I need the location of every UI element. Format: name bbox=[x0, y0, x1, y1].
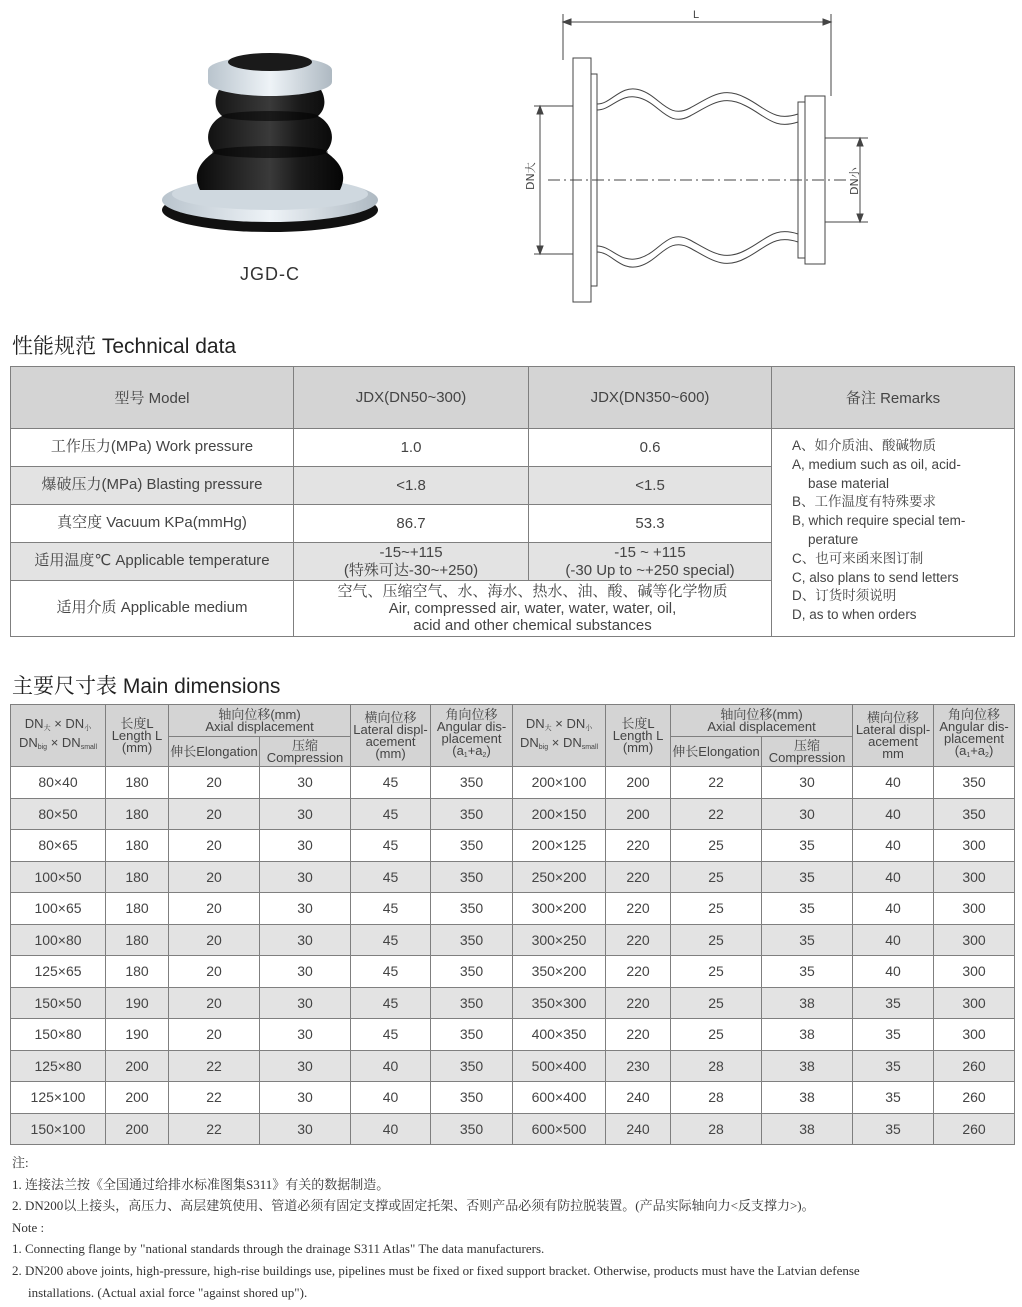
table-cell: 45 bbox=[351, 830, 431, 862]
table-cell: 35 bbox=[762, 893, 853, 925]
blasting-pressure-label: 爆破压力(MPa) Blasting pressure bbox=[11, 467, 294, 505]
table-cell: 350 bbox=[431, 1082, 513, 1114]
table-cell: 30 bbox=[260, 830, 351, 862]
table-cell: 300×200 bbox=[513, 893, 606, 925]
notes-cn-1: 1. 连接法兰按《全国通过给排水标准图集S311》有关的数据制造。 bbox=[12, 1176, 390, 1192]
table-cell: 400×350 bbox=[513, 1019, 606, 1051]
table-cell: 180 bbox=[106, 924, 169, 956]
table-cell: 40 bbox=[853, 767, 934, 799]
notes-en-2-cont: installations. (Actual axial force "against shored up"). bbox=[28, 1284, 308, 1300]
table-cell: 220 bbox=[606, 987, 671, 1019]
table-cell: 80×40 bbox=[11, 767, 106, 799]
table-cell: 20 bbox=[169, 956, 260, 988]
table-cell: 350 bbox=[431, 1050, 513, 1082]
table-row bbox=[11, 893, 1015, 925]
table-cell: 22 bbox=[169, 1113, 260, 1145]
table-cell: 220 bbox=[606, 1019, 671, 1051]
table-cell: 125×80 bbox=[11, 1050, 106, 1082]
main-dimensions-table bbox=[10, 704, 1015, 1145]
table-cell: 30 bbox=[260, 893, 351, 925]
table-row bbox=[11, 1019, 1015, 1051]
table-cell: 125×100 bbox=[11, 1082, 106, 1114]
table-cell: 35 bbox=[853, 1050, 934, 1082]
table-cell: 350 bbox=[431, 767, 513, 799]
header-remarks: 备注 Remarks bbox=[772, 367, 1015, 429]
table-row bbox=[11, 924, 1015, 956]
main-dimensions-title: 主要尺寸表 Main dimensions bbox=[12, 675, 281, 698]
table-cell: 500×400 bbox=[513, 1050, 606, 1082]
table-cell: 350 bbox=[431, 861, 513, 893]
header-dn-left: $DN_大 \times DN_小$ $DN_{big} \times DN_{small}$ bbox=[11, 705, 106, 767]
table-cell: 350×200 bbox=[513, 956, 606, 988]
dn-big-label: DN大 bbox=[524, 162, 537, 190]
table-cell: 180 bbox=[106, 830, 169, 862]
table-cell: 150×50 bbox=[11, 987, 106, 1019]
table-cell: 35 bbox=[762, 830, 853, 862]
remark-b-cn: B、工作温度有特殊要求 bbox=[792, 494, 937, 510]
table-cell: 300 bbox=[934, 987, 1015, 1019]
table-cell: 200 bbox=[106, 1113, 169, 1145]
medium-label: 适用介质 Applicable medium bbox=[11, 581, 294, 637]
dims-header-row-1 bbox=[11, 705, 1015, 737]
table-cell: 300 bbox=[934, 830, 1015, 862]
table-cell: 190 bbox=[106, 987, 169, 1019]
table-cell: 35 bbox=[853, 1019, 934, 1051]
temperature-v2 bbox=[529, 543, 772, 581]
table-cell: 45 bbox=[351, 893, 431, 925]
remark-b-en1: B, which require special tem- bbox=[792, 513, 966, 529]
remark-d-cn: D、订货时须说明 bbox=[792, 588, 897, 604]
remark-b-en2: perature bbox=[808, 531, 859, 547]
table-cell: 25 bbox=[671, 956, 762, 988]
table-cell: 350 bbox=[431, 924, 513, 956]
remark-a-en2: base material bbox=[808, 475, 890, 491]
table-cell: 100×65 bbox=[11, 893, 106, 925]
dn-small-label: DN小 bbox=[848, 167, 861, 195]
table-cell: 220 bbox=[606, 924, 671, 956]
table-cell: 230 bbox=[606, 1050, 671, 1082]
table-cell: 35 bbox=[762, 924, 853, 956]
header-dn-right: $DN_大 \times DN_小$ $DN_{big} \times DN_{small}$ bbox=[513, 705, 606, 767]
medium-line-en1: Air, compressed air, water, water, water, oil, bbox=[388, 600, 677, 617]
table-cell: 200 bbox=[606, 798, 671, 830]
table-row bbox=[11, 861, 1015, 893]
table-cell: 22 bbox=[169, 1050, 260, 1082]
table-cell: 20 bbox=[169, 893, 260, 925]
table-cell: 35 bbox=[853, 987, 934, 1019]
header-length-left: 长度L Length L (mm) bbox=[106, 705, 169, 767]
table-cell: 30 bbox=[260, 1050, 351, 1082]
remark-a-en1: A, medium such as oil, acid- bbox=[792, 456, 961, 472]
vacuum-v1: 86.7 bbox=[294, 505, 529, 543]
table-cell: 260 bbox=[934, 1082, 1015, 1114]
table-cell: 600×400 bbox=[513, 1082, 606, 1114]
table-cell: 38 bbox=[762, 987, 853, 1019]
table-cell: 35 bbox=[853, 1082, 934, 1114]
table-row bbox=[11, 767, 1015, 799]
table-cell: 30 bbox=[260, 924, 351, 956]
table-cell: 28 bbox=[671, 1050, 762, 1082]
table-cell: 22 bbox=[671, 798, 762, 830]
table-cell: 40 bbox=[853, 830, 934, 862]
table-cell: 45 bbox=[351, 861, 431, 893]
remark-d-en: D, as to when orders bbox=[792, 607, 917, 623]
table-cell: 220 bbox=[606, 861, 671, 893]
table-row bbox=[11, 830, 1015, 862]
header-lateral-right: 横向位移 Lateral displ- acement mm bbox=[853, 705, 934, 767]
table-cell: 250×200 bbox=[513, 861, 606, 893]
table-cell: 40 bbox=[853, 924, 934, 956]
table-cell: 30 bbox=[260, 987, 351, 1019]
header-compression-left: 压缩Compression bbox=[260, 737, 351, 767]
header-lateral-left: 横向位移 Lateral displ- acement (mm) bbox=[351, 705, 431, 767]
notes-en-2: 2. DN200 above joints, high-pressure, high-rise buildings use, pipelines must be fixed or fixed support bracket. Otherwise, products must have the Latvian defense bbox=[12, 1262, 860, 1278]
remark-a-cn: A、如介质油、酸碱物质 bbox=[792, 438, 937, 453]
temperature-v1-special: (特殊可达-30~+250) bbox=[343, 561, 479, 579]
table-cell: 45 bbox=[351, 924, 431, 956]
table-cell: 30 bbox=[260, 767, 351, 799]
header-elongation-right: 伸长Elongation bbox=[671, 737, 762, 767]
temperature-label: 适用温度℃ Applicable temperature bbox=[11, 543, 294, 581]
table-cell: 300 bbox=[934, 893, 1015, 925]
table-cell: 30 bbox=[260, 861, 351, 893]
table-cell: 20 bbox=[169, 987, 260, 1019]
table-cell: 22 bbox=[671, 767, 762, 799]
table-cell: 200×100 bbox=[513, 767, 606, 799]
table-row bbox=[11, 987, 1015, 1019]
product-image bbox=[150, 40, 390, 245]
medium-value bbox=[294, 581, 772, 637]
table-cell: 220 bbox=[606, 830, 671, 862]
table-cell: 30 bbox=[260, 798, 351, 830]
header-figures bbox=[0, 0, 1022, 320]
table-cell: 40 bbox=[351, 1082, 431, 1114]
table-row bbox=[11, 1082, 1015, 1114]
header-dn50-300: JDX(DN50~300) bbox=[294, 367, 529, 429]
table-cell: 45 bbox=[351, 798, 431, 830]
table-cell: 150×80 bbox=[11, 1019, 106, 1051]
table-cell: 350 bbox=[431, 1019, 513, 1051]
table-cell: 30 bbox=[762, 798, 853, 830]
table-cell: 240 bbox=[606, 1113, 671, 1145]
table-cell: 35 bbox=[762, 861, 853, 893]
table-cell: 300 bbox=[934, 1019, 1015, 1051]
table-cell: 200×150 bbox=[513, 798, 606, 830]
table-cell: 150×100 bbox=[11, 1113, 106, 1145]
table-cell: 45 bbox=[351, 1019, 431, 1051]
table-cell: 190 bbox=[106, 1019, 169, 1051]
notes-cn-2: 2. DN200以上接头，高压力、高层建筑使用、管道必须有固定支撑或固定托架、否则产品必须有防拉脱装置。(产品实际轴向力<反支撑力>)。 bbox=[12, 1198, 815, 1214]
table-cell: 180 bbox=[106, 861, 169, 893]
table-cell: 20 bbox=[169, 861, 260, 893]
table-cell: 38 bbox=[762, 1050, 853, 1082]
table-cell: 220 bbox=[606, 956, 671, 988]
table-cell: 20 bbox=[169, 1019, 260, 1051]
remark-c-cn: C、也可来函来图订制 bbox=[792, 550, 924, 566]
table-row bbox=[11, 798, 1015, 830]
vacuum-label: 真空度 Vacuum KPa(mmHg) bbox=[11, 505, 294, 543]
row-work-pressure bbox=[11, 429, 1015, 467]
table-cell: 300 bbox=[934, 956, 1015, 988]
table-cell: 40 bbox=[351, 1050, 431, 1082]
table-cell: 40 bbox=[853, 893, 934, 925]
table-cell: 350 bbox=[431, 1113, 513, 1145]
table-cell: 20 bbox=[169, 798, 260, 830]
table-cell: 80×50 bbox=[11, 798, 106, 830]
temperature-v1-range: -15~+115 bbox=[379, 543, 443, 561]
table-cell: 300 bbox=[934, 861, 1015, 893]
table-cell: 200 bbox=[606, 767, 671, 799]
header-angular-left: 角向位移 Angular dis- placement $(a_1+a_2)$ bbox=[431, 705, 513, 767]
table-cell: 30 bbox=[260, 956, 351, 988]
temperature-v2-range: -15 ~ +115 bbox=[614, 543, 686, 561]
medium-line-en2: acid and other chemical substances bbox=[413, 617, 652, 634]
table-cell: 30 bbox=[260, 1113, 351, 1145]
table-cell: 350 bbox=[431, 830, 513, 862]
table-cell: 200 bbox=[106, 1082, 169, 1114]
blasting-pressure-v2: <1.5 bbox=[529, 467, 772, 505]
table-cell: 45 bbox=[351, 987, 431, 1019]
table-cell: 20 bbox=[169, 767, 260, 799]
dims-body bbox=[11, 767, 1015, 1145]
table-cell: 350 bbox=[934, 767, 1015, 799]
table-cell: 350 bbox=[934, 798, 1015, 830]
notes-section bbox=[12, 1152, 1017, 1303]
notes-en-title: Note : bbox=[12, 1219, 45, 1235]
table-cell: 30 bbox=[260, 1082, 351, 1114]
table-cell: 25 bbox=[671, 893, 762, 925]
table-cell: 350 bbox=[431, 893, 513, 925]
table-cell: 35 bbox=[853, 1113, 934, 1145]
cross-section-drawing bbox=[520, 0, 880, 310]
header-elongation-left: 伸长Elongation bbox=[169, 737, 260, 767]
table-cell: 180 bbox=[106, 798, 169, 830]
table-cell: 260 bbox=[934, 1050, 1015, 1082]
work-pressure-v1: 1.0 bbox=[294, 429, 529, 467]
table-cell: 38 bbox=[762, 1019, 853, 1051]
table-cell: 350×300 bbox=[513, 987, 606, 1019]
table-row bbox=[11, 1113, 1015, 1145]
table-cell: 30 bbox=[260, 1019, 351, 1051]
table-cell: 80×65 bbox=[11, 830, 106, 862]
table-cell: 25 bbox=[671, 861, 762, 893]
table-cell: 22 bbox=[169, 1082, 260, 1114]
header-dn350-600: JDX(DN350~600) bbox=[529, 367, 772, 429]
table-cell: 125×65 bbox=[11, 956, 106, 988]
length-dimension-label: L bbox=[693, 9, 700, 21]
table-cell: 38 bbox=[762, 1082, 853, 1114]
work-pressure-label: 工作压力(MPa) Work pressure bbox=[11, 429, 294, 467]
table-cell: 300 bbox=[934, 924, 1015, 956]
header-axial-left: 轴向位移(mm) Axial displacement bbox=[169, 705, 351, 737]
table-cell: 350 bbox=[431, 987, 513, 1019]
temperature-v2-special: (-30 Up to ~+250 special) bbox=[565, 561, 735, 579]
table-cell: 25 bbox=[671, 830, 762, 862]
header-length-right: 长度L Length L (mm) bbox=[606, 705, 671, 767]
table-cell: 100×80 bbox=[11, 924, 106, 956]
technical-header-row bbox=[11, 367, 1015, 429]
table-cell: 260 bbox=[934, 1113, 1015, 1145]
table-cell: 300×250 bbox=[513, 924, 606, 956]
product-model-label: JGD-C bbox=[240, 264, 300, 284]
table-cell: 240 bbox=[606, 1082, 671, 1114]
table-cell: 45 bbox=[351, 956, 431, 988]
table-cell: 180 bbox=[106, 893, 169, 925]
table-cell: 40 bbox=[853, 798, 934, 830]
work-pressure-v2: 0.6 bbox=[529, 429, 772, 467]
table-cell: 20 bbox=[169, 830, 260, 862]
table-cell: 600×500 bbox=[513, 1113, 606, 1145]
table-cell: 25 bbox=[671, 924, 762, 956]
table-cell: 200 bbox=[106, 1050, 169, 1082]
table-cell: 40 bbox=[853, 861, 934, 893]
header-axial-right: 轴向位移(mm) Axial displacement bbox=[671, 705, 853, 737]
table-cell: 25 bbox=[671, 1019, 762, 1051]
blasting-pressure-v1: <1.8 bbox=[294, 467, 529, 505]
technical-data-title: 性能规范 Technical data bbox=[12, 335, 237, 358]
remarks-cell bbox=[772, 429, 1015, 637]
table-cell: 28 bbox=[671, 1082, 762, 1114]
notes-en-1: 1. Connecting flange by "national standards through the drainage S311 Atlas" The data manufacturers. bbox=[12, 1241, 545, 1257]
header-angular-right: 角向位移 Angular dis- placement $(a_1+a_2)$ bbox=[934, 705, 1015, 767]
table-cell: 100×50 bbox=[11, 861, 106, 893]
temperature-v1 bbox=[294, 543, 529, 581]
remark-c-en: C, also plans to send letters bbox=[792, 569, 959, 585]
vacuum-v2: 53.3 bbox=[529, 505, 772, 543]
table-cell: 40 bbox=[853, 956, 934, 988]
table-cell: 180 bbox=[106, 956, 169, 988]
table-cell: 30 bbox=[762, 767, 853, 799]
header-compression-right: 压缩Compression bbox=[762, 737, 853, 767]
table-cell: 25 bbox=[671, 987, 762, 1019]
notes-cn-title: 注: bbox=[12, 1155, 29, 1170]
table-cell: 38 bbox=[762, 1113, 853, 1145]
table-cell: 35 bbox=[762, 956, 853, 988]
table-cell: 20 bbox=[169, 924, 260, 956]
table-cell: 220 bbox=[606, 893, 671, 925]
table-row bbox=[11, 1050, 1015, 1082]
header-model: 型号 Model bbox=[11, 367, 294, 429]
medium-line-cn: 空气、压缩空气、水、海水、热水、油、酸、碱等化学物质 bbox=[337, 583, 728, 600]
table-row bbox=[11, 956, 1015, 988]
table-cell: 350 bbox=[431, 798, 513, 830]
table-cell: 28 bbox=[671, 1113, 762, 1145]
table-cell: 200×125 bbox=[513, 830, 606, 862]
table-cell: 45 bbox=[351, 767, 431, 799]
table-cell: 180 bbox=[106, 767, 169, 799]
table-cell: 40 bbox=[351, 1113, 431, 1145]
table-cell: 350 bbox=[431, 956, 513, 988]
technical-data-table bbox=[10, 366, 1015, 637]
